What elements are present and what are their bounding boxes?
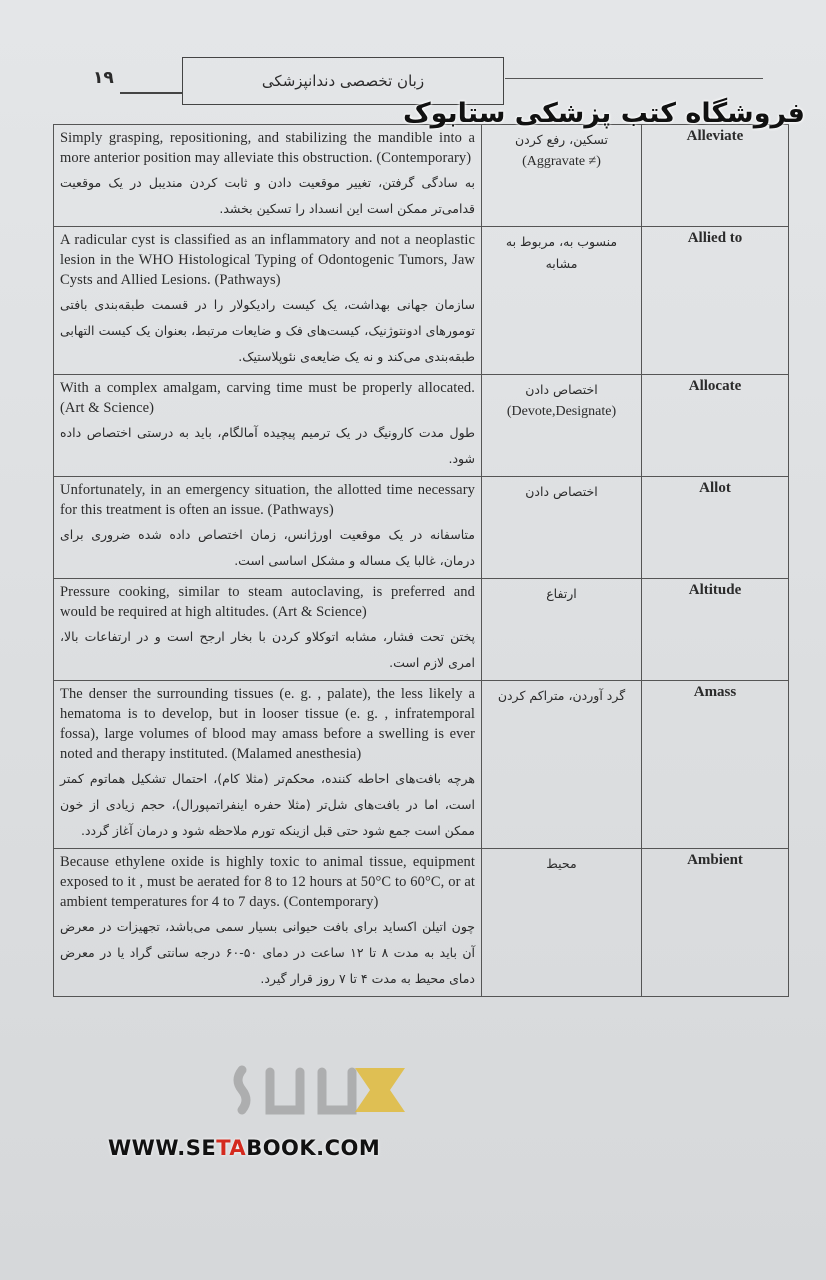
headword-cell: Allocate [642,375,789,477]
vocab-row [54,375,789,477]
store-url-highlight: TA [216,1136,247,1160]
example-persian: طول مدت کارونیگ در یک ترمیم پیچیده آمالگام، باید به درستی اختصاص داده شود. [60,425,475,466]
vocabulary-table-body [54,125,789,997]
store-url [108,1136,380,1160]
headword-cell: Allied to [642,227,789,375]
meaning-cell [482,579,642,681]
vocab-row [54,125,789,227]
meaning-persian: ارتفاع [546,586,577,601]
example-cell [54,375,482,477]
example-cell [54,125,482,227]
meaning-cell [482,681,642,849]
running-header-title: زبان تخصصی دندانپزشکی [182,57,504,105]
example-persian: چون اتیلن اکساید برای بافت حیوانی بسیار سمی می‌باشد، تجهیزات در معرض آن باید به مدت ۸ تا ۱۲ ساعت در دمای ۵۰-۶۰ درجه سانتی گراد یا در معرض دمای محیط به مدت ۴ تا ۷ روز قرار گیرد. [60,919,475,986]
example-persian: به سادگی گرفتن، تغییر موقعیت دادن و ثابت کردن مندیبل در یک موقعیت قدامی‌تر ممکن است این انسداد را تسکین بخشد. [60,175,475,216]
headword-cell: Altitude [642,579,789,681]
page-number: ۱۹ [93,68,114,88]
meaning-persian: گرد آوردن، متراکم کردن [497,688,626,703]
example-english: With a complex amalgam, carving time must be properly allocated. (Art & Science) [60,380,475,416]
example-english: The denser the surrounding tissues (e. g. , palate), the less likely a hematoma is to develop, but in looser tissue (e. g. , infratemporal fossa), large volumes of blood may amass before a swelling is ever noted and therapy instituted. (Malamed anesthesia) [60,686,475,762]
meaning-english-note: (Devote,Designate) [506,404,617,419]
headword-cell: Amass [642,681,789,849]
store-url-prefix: WWW.SE [108,1136,217,1160]
vocab-row [54,477,789,579]
header-rule-right [505,78,763,79]
example-english: Simply grasping, repositioning, and stabilizing the mandible into a more anterior position may alleviate this obstruction. (Contemporary) [60,130,475,166]
meaning-cell [482,375,642,477]
example-english: Unfortunately, in an emergency situation, the allotted time necessary for this treatment is often an issue. (Pathways) [60,482,475,518]
vocab-row [54,579,789,681]
meaning-persian: منسوب به، مربوط به مشابه [505,234,618,271]
example-cell [54,227,482,375]
example-english: Because ethylene oxide is highly toxic to animal tissue, equipment exposed to it , must be aerated for 8 to 12 hours at 50°C to 60°C, or at ambient temperatures for 4 to 7 days. (Contemporary) [60,854,475,910]
headword-cell: Ambient [642,849,789,997]
example-cell [54,579,482,681]
vocabulary-table [53,124,789,997]
vocab-row [54,227,789,375]
meaning-persian: محیط [546,856,577,871]
meaning-english-note: (Aggravate ≠) [522,154,601,169]
example-cell [54,681,482,849]
meaning-cell [482,125,642,227]
meaning-persian: اختصاص دادن [525,484,598,499]
meaning-cell [482,477,642,579]
example-persian: هرچه بافت‌های احاطه کننده، محکم‌تر (مثلا کام)، احتمال تشکیل هماتوم کمتر است، اما در بافت‌های شل‌تر (مثلا حفره اینفراتمپورال)، حجم زیادی از خون ممکن است جمع شود حتی قبل ازینکه تورم ملاحظه شود و درمان آغاز گردد. [60,771,475,838]
example-cell [54,849,482,997]
vocab-row [54,681,789,849]
meaning-cell [482,849,642,997]
headword-cell: Alleviate [642,125,789,227]
example-english: A radicular cyst is classified as an inflammatory and not a neoplastic lesion in the WHO Histological Typing of Odontogenic Tumors, Jaw Cysts and Allied Lesions. (Pathways) [60,232,475,288]
example-persian: متاسفانه در یک موقعیت اورژانس، زمان اختصاص داده شده ضروری برای درمان، غالبا یک مساله و مشکل اساسی است. [60,527,475,568]
headword-cell: Allot [642,477,789,579]
header-rule-left [120,92,182,94]
store-watermark-banner: فروشگاه کتب پزشکی ستابوک [402,98,805,129]
meaning-persian: اختصاص دادن [525,382,598,397]
example-english: Pressure cooking, similar to steam autoclaving, is preferred and would be required at high altitudes. (Art & Science) [60,584,475,620]
meaning-cell [482,227,642,375]
vocab-row [54,849,789,997]
example-persian: پختن تحت فشار، مشابه اتوکلاو کردن با بخار ارجح است و در ارتفاعات بالا، امری لازم است. [60,629,475,670]
example-cell [54,477,482,579]
store-url-suffix: BOOK.COM [246,1136,381,1160]
meaning-persian: تسکین، رفع کردن [514,132,609,147]
store-logo-watermark [230,1050,420,1128]
example-persian: سازمان جهانی بهداشت، یک کیست رادیکولار را در قسمت طبقه‌بندی بافتی تومورهای ادونتوژنیک، کیست‌های فک و ضایعات مرتبط، بعنوان یک کیست التهابی طبقه‌بندی می‌کند و نه یک ضایعه‌ی نئوپلاستیک. [60,297,475,364]
